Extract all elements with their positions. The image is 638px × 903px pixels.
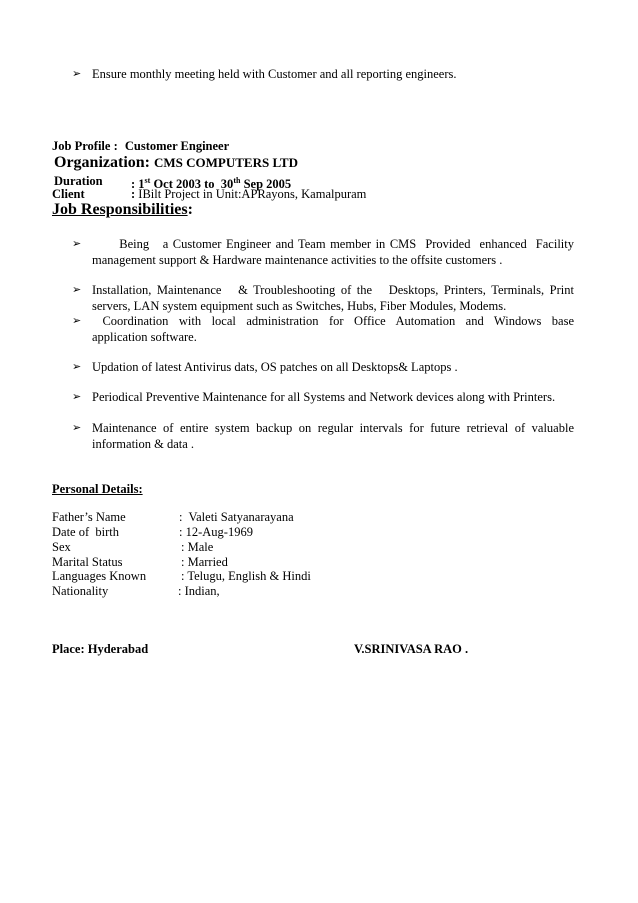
bullet-text: Ensure monthly meeting held with Customer and all reporting engineers. <box>92 67 457 81</box>
place: Place: Hyderabad <box>52 642 149 656</box>
father-name-label: Father’s Name <box>52 510 126 524</box>
arrow-bullet-icon: ➢ <box>72 284 82 296</box>
responsibilities-heading: Job Responsibilities: <box>52 201 193 218</box>
organization-value: CMS COMPUTERS LTD <box>154 155 298 170</box>
languages-value: : Telugu, English & Hindi <box>181 569 311 583</box>
organization <box>54 153 298 173</box>
job-profile-label: Job Profile : <box>52 139 118 153</box>
personal-details-heading: Personal Details: <box>52 482 143 496</box>
arrow-bullet-icon: ➢ <box>72 361 82 373</box>
father-name-value: : Valeti Satyanarayana <box>179 510 294 524</box>
organization-label: Organization: <box>54 154 150 171</box>
client-label: Client <box>52 187 85 201</box>
duration-value: : 1st Oct 2003 to 30th Sep 2005 <box>131 176 292 192</box>
arrow-bullet-icon: ➢ <box>72 238 82 250</box>
job-profile-value: Customer Engineer <box>124 139 230 153</box>
marital-status-value: : Married <box>181 555 228 569</box>
arrow-bullet-icon: ➢ <box>72 68 82 80</box>
marital-status-label: Marital Status <box>52 555 123 569</box>
languages-label: Languages Known <box>52 569 147 583</box>
arrow-bullet-icon: ➢ <box>72 422 82 434</box>
sex-label: Sex <box>52 540 71 554</box>
sex-value: : Male <box>181 540 214 554</box>
dob-value: : 12-Aug-1969 <box>179 525 253 539</box>
arrow-bullet-icon: ➢ <box>72 391 82 403</box>
arrow-bullet-icon: ➢ <box>72 315 82 327</box>
nationality-label: Nationality <box>52 584 109 598</box>
nationality-value: : Indian, <box>178 584 220 598</box>
client-value: : IBilt Project in Unit:APRayons, Kamalpuram <box>131 187 367 201</box>
job-profile <box>52 138 229 154</box>
dob-label: Date of birth <box>52 525 119 539</box>
duration-label: Duration <box>54 174 103 188</box>
signature-name: V.SRINIVASA RAO . <box>354 642 469 656</box>
